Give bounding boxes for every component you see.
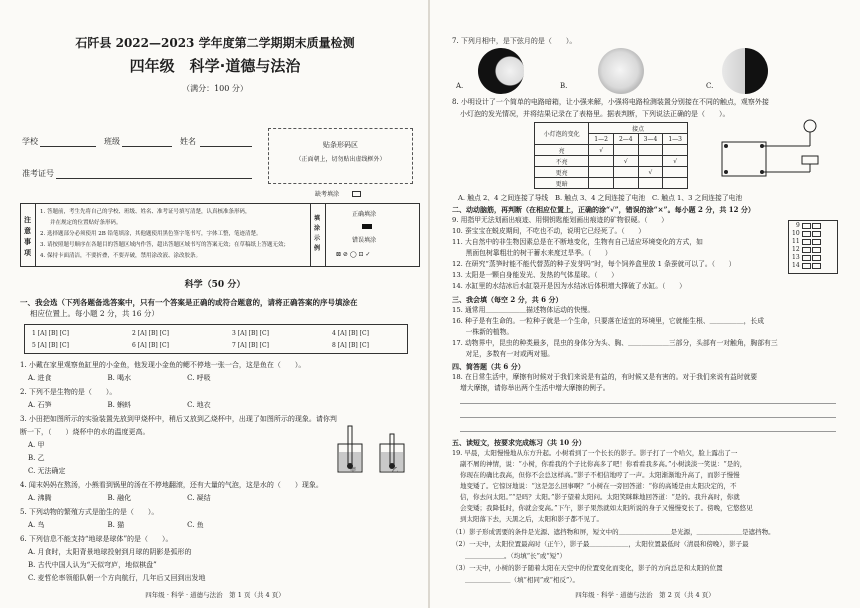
question-6: 6. 下列信息不能支持“地球是球体”的是（ ）。 xyxy=(20,535,173,543)
moon-option-c xyxy=(722,48,768,94)
question-7: 7. 下列月相中，是下弦月的是（ ）。 xyxy=(452,37,577,45)
table-row: 亮 √ xyxy=(535,145,688,156)
answer-cell[interactable]: 6 [A] [B] [C] xyxy=(132,342,169,349)
answer-line[interactable] xyxy=(460,417,836,418)
school-field[interactable] xyxy=(40,146,96,147)
question-8: 8. 小明设计了一个简单的电路暗箱，让小强来解，小强将电路检测装置分别接在不同的触点，观察外接 xyxy=(452,98,769,106)
wrong-fill-samples: ⊠ ⊘ ◯ ⊡ ✓ xyxy=(336,251,371,258)
part2-title: 二、动动脑筋，再判断（在相应位置上，正确的涂“√”，错误的涂“×”。每小题 2 分，共 12 分） xyxy=(452,205,755,214)
sub-question-2: （2）一天中，太阳位置最高时（正午），影子最＿＿＿＿＿＿，太阳位置最低时（清晨和傍晚），影子最 xyxy=(452,540,749,548)
judge-row[interactable]: 9 xyxy=(796,222,822,230)
question-1-options: A. 进食 B. 喝水 C. 呼吸 xyxy=(28,374,211,382)
page-1-footer: 四年级 · 科学 · 道德与法治 第 1 页（共 4 页） xyxy=(145,591,285,599)
judge-row[interactable]: 12 xyxy=(792,246,822,254)
fill-item-15: 15. 通常用＿＿＿＿＿＿描述物体运动的快慢。 xyxy=(452,306,595,314)
notice-item-1b: 并在规定的位置贴好条形码。 xyxy=(50,220,122,226)
class-label: 班级 xyxy=(104,137,120,146)
question-6-option-c: C. 麦哲伦率领船队朝一个方向航行，几年后又回到出发地 xyxy=(28,574,206,582)
table-row: 更亮 √ xyxy=(535,167,688,178)
answer-cell[interactable]: 1 [A] [B] [C] xyxy=(32,330,69,337)
question-18-cont: 增大摩擦，请你举出两个生活中增大摩擦的例子。 xyxy=(460,384,610,392)
table-header: 接点 xyxy=(589,123,688,134)
question-4: 4. 闻末妈妈在熬汤，小熊看到锅里的汤在不停地翻滚，还有大量的气泡，这是水的（ ）现象。 xyxy=(20,481,323,489)
answer-cell[interactable]: 7 [A] [B] [C] xyxy=(232,342,269,349)
question-3: 3. 小田把如图所示的实验装置先放到甲烧杯中，稍后又放到乙烧杯中，出现了如图所示的现象。请你判 xyxy=(20,415,337,423)
beaker-figure xyxy=(332,424,412,476)
table-header: 2—4 xyxy=(613,134,638,145)
exam-number-label: 准考证号 xyxy=(22,169,54,178)
beaker-label-yi: 乙 xyxy=(392,467,399,474)
judge-row[interactable]: 14 xyxy=(792,262,822,270)
fill-item-17b: 对足，多数有一对或两对翅。 xyxy=(452,350,554,358)
part5-title: 五、读短文，按要求完成练习（共 10 分） xyxy=(452,438,586,447)
reading-line: 会变矮；我降低时，你就会变高。”下午，影子果然就如太阳所说的身子又慢慢变长了。傍晚，它悠悠见 xyxy=(460,504,753,512)
circuit-table xyxy=(534,122,688,189)
question-2-options: A. 石笋 B. 蝌蚪 C. 地衣 xyxy=(28,401,211,409)
sub-question-3: （3）一天中，小树的影子随着太阳在天空中的位置变化而变化，影子的方向总是和太阳的位置 xyxy=(452,564,723,572)
name-label: 姓名 xyxy=(180,137,196,146)
answer-cell[interactable]: 5 [A] [B] [C] xyxy=(32,342,69,349)
judge-row[interactable]: 10 xyxy=(792,230,822,238)
moon-label-b: B. xyxy=(560,82,568,90)
class-field[interactable] xyxy=(122,146,172,147)
reading-line: 地变矮了。它惊讶地说：“这是怎么回事啊？”小树在一旁回答道：“你的高矮是由太阳决定的，不 xyxy=(460,482,737,490)
exam-subject-title: 四年级 科学·道德与法治 xyxy=(129,57,301,75)
notice-item-2: 2. 选择题部分必须使用 2B 铅笔填涂，其他题使用黑色签字笔书写，字体工整，笔迹清楚。 xyxy=(40,231,262,237)
notice-heading: 注意事项 xyxy=(24,215,31,257)
answer-cell[interactable]: 4 [A] [B] [C] xyxy=(332,330,369,337)
barcode-note: （正面朝上，切勿贴出虚线框外） xyxy=(295,156,386,163)
part1-title: 一、我会选（下列各题备选答案中，只有一个答案是正确的或符合题意的，请将正确答案的序号填涂在 xyxy=(20,298,358,307)
answer-line[interactable] xyxy=(460,403,836,404)
part1-title-2: 相应位置上。每小题 2 分，共 16 分） xyxy=(30,309,159,318)
absent-label: 缺考填涂 xyxy=(315,191,340,198)
circuit-box-diagram xyxy=(710,112,840,188)
table-header: 小灯泡的变化 xyxy=(535,123,589,145)
fill-item-16b: 一株新的植物。 xyxy=(452,328,514,336)
judge-row[interactable]: 11 xyxy=(792,238,822,246)
question-5-options: A. 鸟 B. 猫 C. 鱼 xyxy=(28,521,204,529)
exam-number-field[interactable] xyxy=(56,178,252,179)
correct-fill-sample xyxy=(362,224,372,229)
school-label: 学校 xyxy=(22,137,38,146)
sub-question-1: （1）影子形成需要的条件是光源、遮挡物和屏，短文中的＿＿＿＿＿＿＿＿是光源，＿＿＿＿＿＿＿是遮挡物。 xyxy=(452,528,775,536)
moon-option-a xyxy=(478,48,524,94)
reading-line: 你现在的确比我高，但你不会总这样高。”影子不相信地哼了一声。太阳渐渐地升高了，而影子慢慢 xyxy=(460,471,740,479)
correct-fill-label: 正确填涂 xyxy=(352,211,377,218)
table-row: 更暗 xyxy=(535,178,688,189)
answer-cell[interactable]: 3 [A] [B] [C] xyxy=(232,330,269,337)
question-3-option-b: B. 乙 xyxy=(28,454,45,462)
wrong-fill-label: 错误填涂 xyxy=(352,237,377,244)
question-3-option-c: C. 无法确定 xyxy=(28,467,66,475)
judge-item-9: 9. 用指甲无法划画出痕迹、用铜钥匙能划画出痕迹的矿物很硬。（ ） xyxy=(452,216,668,224)
beaker-label-jia: 甲 xyxy=(350,467,357,474)
judge-item-10: 10. 蚕宝宝在蜕皮期间，不吃也不动，说明它已经死了。（ ） xyxy=(452,227,646,235)
notice-item-3: 3. 请按照题号顺序在各题目的答题区域内作答，超出答题区域书写的答案无效；在草稿纸上答题无效； xyxy=(40,242,289,248)
question-3-cont: 断一下，（ ）烧杯中的水的温度更高。 xyxy=(20,428,150,436)
moon-option-b xyxy=(598,48,644,94)
question-6-option-a: A. 月食时，太阳背景地球投射到月球的阴影是弧形的 xyxy=(28,548,192,556)
reading-line: 到太阳落下去，天黑之后，太阳和影子都不见了。 xyxy=(460,515,603,523)
table-header: 3—4 xyxy=(638,134,663,145)
question-6-option-b: B. 古代中国人认为“天似穹庐，地似棋盘” xyxy=(28,561,157,569)
sub-question-3b: ＿＿＿＿＿＿＿（填“相同”或“相反”）。 xyxy=(452,576,580,584)
question-4-options: A. 沸腾 B. 融化 C. 凝结 xyxy=(28,494,211,502)
table-header: 1—2 xyxy=(589,134,614,145)
question-8-options: A. 触点 2、4 之间连接了导线 B. 触点 3、4 之间连接了电池 C. 触点 1、3 之间连接了电池 xyxy=(458,194,743,202)
barcode-label: 贴条形码区 xyxy=(323,141,358,149)
judge-item-14: 14. 水缸里的水结冰后水缸裂开是因为水结冰后体积增大撑破了水缸。（ ） xyxy=(452,282,686,290)
name-field[interactable] xyxy=(200,146,252,147)
sub-question-2b: ＿＿＿＿＿＿。（均填“长”或“短”） xyxy=(452,552,567,560)
notice-item-4: 4. 保持卡面清洁，不要折叠，不要弄破，禁用涂改液、涂改胶条。 xyxy=(40,253,201,259)
moon-label-c: C. xyxy=(706,82,714,90)
exam-title: 石阡县 2022—2023 学年度第二学期期末质量检测 xyxy=(75,36,355,50)
table-header: 1—3 xyxy=(663,134,688,145)
section-science: 科学（50 分） xyxy=(184,280,246,290)
question-1: 1. 小戴在家里观察鱼缸里的小金鱼，他发现小金鱼的鳃不停地一张一合，这是鱼在（ ）。 xyxy=(20,361,306,369)
answer-cell[interactable]: 2 [A] [B] [C] xyxy=(132,330,169,337)
absent-checkbox[interactable] xyxy=(352,191,361,197)
question-8-cont: 小灯泡的发光情况，并将结果记录在了表格里。据表判断，下列说法正确的是（ ）。 xyxy=(460,110,730,118)
answer-line[interactable] xyxy=(460,431,836,432)
page-2 xyxy=(430,0,860,608)
notice-item-1: 1. 答题前，考生先将自己的学校、班级、姓名、准考证号填写清楚，认真核准条形码， xyxy=(40,209,251,215)
full-score: （满分：100 分） xyxy=(182,84,248,93)
question-5: 5. 下列动物的繁殖方式是胎生的是（ ）。 xyxy=(20,508,159,516)
fill-item-16: 16. 种子是有生命的。一粒种子就是一个生命，只要落在适宜的环境里，它就能生根、＿＿＿＿＿，长成 xyxy=(452,317,765,325)
part4-title: 四、简答题（共 6 分） xyxy=(452,362,525,371)
question-2: 2. 下列不是生物的是（ ）。 xyxy=(20,388,117,396)
reading-line: 19. 早晨，太阳慢慢地从东方升起。小树看到了一个长长的影子。影子打了一个哈欠，脸上露出了一 xyxy=(452,449,738,457)
answer-cell[interactable]: 8 [A] [B] [C] xyxy=(332,342,369,349)
judge-item-11b: 黑面包树靠粗壮的树干蓄水来度过旱季。（ ） xyxy=(452,249,612,257)
fill-example-label: 填涂示例 xyxy=(314,215,321,252)
judge-item-13: 13. 太阳是一颗自身能发光、发热的气体星球。（ ） xyxy=(452,271,618,279)
fill-item-17: 17. 动物界中，昆虫的种类最多，昆虫的身体分为头、胸、＿＿＿＿＿＿三部分，头部有一对触角，胸部有三 xyxy=(452,339,778,347)
page-2-footer: 四年级 · 科学 · 道德与法治 第 2 页（共 4 页） xyxy=(575,591,715,599)
reading-line: 副不屑的神情，说：“小树，你看我的个子比你高多了吧！你看看我多高。”小树淡淡一笑说：“是的， xyxy=(460,460,747,468)
part3-title: 三、我会填（每空 2 分，共 6 分） xyxy=(452,295,563,304)
question-3-option-a: A. 甲 xyxy=(28,441,45,449)
judge-item-12: 12. 在研究“蒸笋时能不能代替蒸的种子发芽吗”时，每个饲养盒里放 1 条蚕就可以了。（ ） xyxy=(452,260,736,268)
judge-row[interactable]: 13 xyxy=(792,254,822,262)
reading-line: 信，你去问太阳。”“是吗？太阳。”影子望着太阳问。太阳笑眯眯地回答道：“是的。我升高时，你就 xyxy=(460,493,740,501)
moon-label-a: A. xyxy=(456,82,464,90)
table-row: 不亮 √ √ xyxy=(535,156,688,167)
judge-item-11: 11. 大自然中的非生物因素总是在不断地变化，生物有自己适应环境变化的方式，如 xyxy=(452,238,703,246)
question-18: 18. 在日常生活中，摩擦有时候对于我们来说是有益的，有时候又是有害的。对于我们来说有益时就要 xyxy=(452,373,758,381)
